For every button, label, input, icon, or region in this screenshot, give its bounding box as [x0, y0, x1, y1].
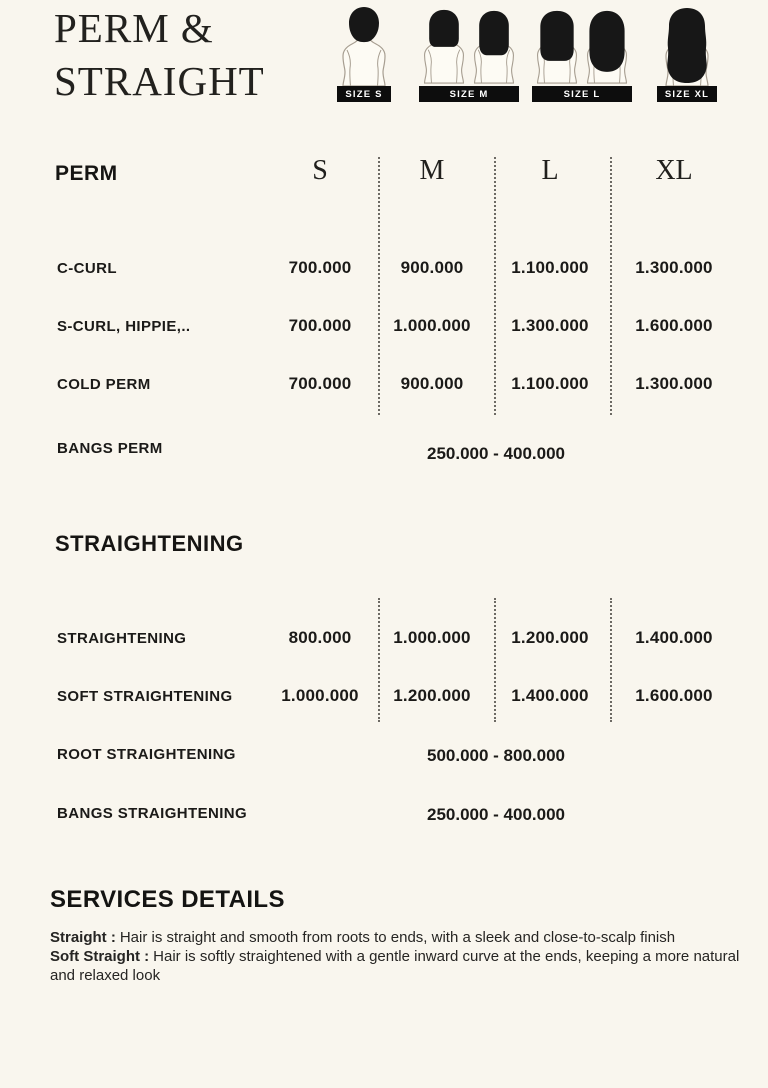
service-row-label: S-CURL, HIPPIE,.. [57, 318, 191, 335]
detail-item [50, 947, 748, 985]
size-group-l [532, 6, 632, 102]
service-row-label: STRAIGHTENING [57, 630, 187, 647]
page-title-line1: PERM & [54, 5, 214, 51]
size-s-label-bar: SIZE S [337, 86, 391, 102]
detail-item [50, 928, 748, 947]
price-range-value: 250.000 - 400.000 [426, 444, 565, 463]
price-cell: 1.300.000 [511, 316, 589, 335]
service-row-label: ROOT STRAIGHTENING [57, 746, 236, 763]
price-cell: 700.000 [288, 316, 352, 335]
price-cell: 1.600.000 [635, 686, 713, 705]
perm-section-heading: PERM [55, 162, 118, 185]
price-cell: 700.000 [288, 374, 352, 393]
price-cell: 1.600.000 [635, 316, 713, 335]
size-xl-label-bar: SIZE XL [657, 86, 717, 102]
size-m-figures [419, 6, 519, 86]
detail-term: Straight : [50, 929, 116, 946]
detail-desc: Hair is straight and smooth from roots to ends, with a sleek and close-to-scalp finish [119, 929, 676, 946]
size-m-shoulder-figure-icon [469, 6, 519, 86]
price-cell: 700.000 [288, 258, 352, 277]
page-title-line2: STRAIGHT [54, 58, 265, 104]
price-cell: 1.400.000 [635, 628, 713, 647]
size-l-label-bar: SIZE L [532, 86, 632, 102]
price-cell: 1.400.000 [511, 686, 589, 705]
size-xl-figures [657, 6, 717, 86]
column-head-xl: XL [655, 155, 693, 186]
service-row-label: SOFT STRAIGHTENING [57, 688, 233, 705]
service-row-label: BANGS PERM [57, 440, 163, 457]
size-m-label-bar: SIZE M [419, 86, 519, 102]
column-head-l: L [541, 155, 559, 186]
column-head-m: M [419, 155, 445, 186]
size-l-long-figure-icon [582, 6, 632, 86]
detail-term: Soft Straight : [50, 948, 150, 965]
price-cell: 1.100.000 [511, 374, 589, 393]
straightening-section-heading: STRAIGHTENING [55, 531, 244, 556]
size-l-figures [532, 6, 632, 86]
size-group-xl [657, 6, 717, 102]
price-range-value: 250.000 - 400.000 [426, 805, 565, 824]
price-cell: 1.300.000 [635, 374, 713, 393]
price-cell: 800.000 [288, 628, 352, 647]
hair-shape [589, 11, 624, 72]
size-group-m [419, 6, 519, 102]
price-cell: 1.200.000 [393, 686, 471, 705]
detail-desc: Hair is softly straightened with a gentle inward curve at the ends, keeping a more natural and relaxed look [50, 948, 740, 984]
size-group-s [337, 6, 391, 102]
size-s-pixie-figure-icon [337, 6, 391, 86]
price-cell: 1.000.000 [393, 316, 471, 335]
services-details-text [50, 928, 748, 985]
service-row-label: COLD PERM [57, 376, 151, 393]
hair-shape [667, 8, 706, 83]
price-cell: 900.000 [400, 374, 464, 393]
price-cell: 1.000.000 [393, 628, 471, 647]
price-cell: 1.100.000 [511, 258, 589, 277]
price-cell: 1.300.000 [635, 258, 713, 277]
service-row-label: C-CURL [57, 260, 117, 277]
hair-shape [349, 7, 379, 42]
page-title [54, 2, 265, 108]
service-row-label: BANGS STRAIGHTENING [57, 805, 248, 822]
price-cell: 900.000 [400, 258, 464, 277]
services-details-heading: SERVICES DETAILS [50, 886, 285, 913]
price-range-value: 500.000 - 800.000 [426, 746, 565, 765]
size-xl-extra-long-figure-icon [659, 6, 715, 86]
hair-shape [540, 11, 573, 61]
hair-shape [429, 10, 459, 47]
size-l-mid-figure-icon [532, 6, 582, 86]
price-cell: 1.000.000 [281, 686, 359, 705]
size-s-figures [337, 6, 391, 86]
price-cell: 1.200.000 [511, 628, 589, 647]
column-head-s: S [312, 155, 328, 186]
size-m-bob-figure-icon [419, 6, 469, 86]
hair-shape [479, 11, 509, 55]
